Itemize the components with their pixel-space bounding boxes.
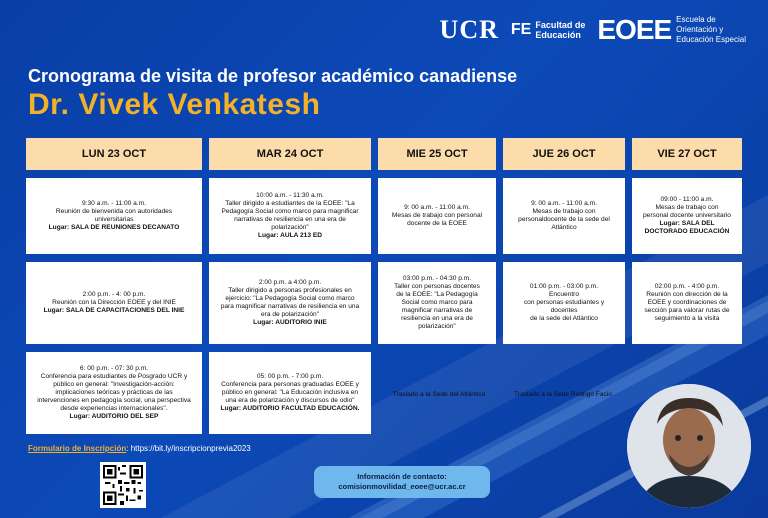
event-line: universitarias xyxy=(94,216,134,223)
page-title: Cronograma de visita de profesor académico canadiense xyxy=(28,66,518,86)
event-cell xyxy=(503,262,625,344)
event-cell xyxy=(378,262,496,344)
eoee-text-3: Educación Especial xyxy=(676,35,746,44)
logo-bar xyxy=(440,14,746,46)
day-header-jue: JUE 26 OCT xyxy=(503,138,625,170)
contact-box xyxy=(314,466,490,498)
event-line: Pedagogía Social como marco para magnificar xyxy=(221,208,359,215)
fe-logo xyxy=(511,20,585,40)
event-cell xyxy=(209,262,371,344)
event-line: personal docente universitario xyxy=(643,212,731,219)
fe-text-1: Facultad de xyxy=(535,20,586,30)
qr-code-icon[interactable] xyxy=(100,462,146,508)
signup-label[interactable]: Formulario de Inscripción xyxy=(28,444,127,453)
event-line: 9: 00 a.m. - 11:00 a.m. xyxy=(531,200,597,207)
eoee-logo xyxy=(597,14,746,46)
event-cell xyxy=(378,178,496,254)
day-header-mar: MAR 24 OCT xyxy=(209,138,371,170)
eoee-text-2: Orientación y xyxy=(676,25,724,34)
event-cell xyxy=(632,262,742,344)
event-location: Lugar: SALA DEL DOCTORADO EDUCACIÓN xyxy=(644,220,730,235)
event-line: docente de la EOEE xyxy=(407,220,467,227)
event-line: Atlántico xyxy=(551,224,577,231)
event-cell xyxy=(26,352,202,434)
event-line: Conferencia para estudiantes de Posgrado UCR y xyxy=(40,373,188,380)
event-line: Mesas de trabajo con xyxy=(655,204,719,211)
event-location: Lugar: SALA DE CAPACITACIONES DEL INIE xyxy=(43,307,185,314)
event-line: una era de polarización y discursos de odio" xyxy=(225,397,355,404)
event-line: 01:00 p.m. - 03:00 p.m. xyxy=(529,283,599,290)
event-line: 10:00 a.m. - 11:30 a.m. xyxy=(256,192,324,199)
day-header-vie: VIE 27 OCT xyxy=(632,138,742,170)
event-cell xyxy=(26,178,202,254)
event-line: 09:00 - 11:00 a.m. xyxy=(660,196,714,203)
event-line: implicaciones teóricas y prácticas de las xyxy=(55,389,173,396)
event-line: Reunión con dirección de la xyxy=(646,291,728,298)
event-location: Lugar: AUDITORIO FACULTAD EDUCACIÓN. xyxy=(220,405,360,412)
speaker-photo xyxy=(627,384,751,508)
event-location: Lugar: AUDITORIO DEL SEP xyxy=(69,413,159,420)
event-location: Lugar: SALA DE REUNIONES DECANATO xyxy=(48,224,180,231)
event-line: Reunión de bienvenida con autoridades xyxy=(55,208,173,215)
event-line: Mesas de trabajo con personal xyxy=(391,212,483,219)
event-cell xyxy=(503,178,625,254)
event-line: docentes xyxy=(550,307,578,314)
event-line: desde experiencias internacionales". xyxy=(60,405,168,412)
event-line: sección para valorar rutas de xyxy=(644,307,730,314)
event-line: polarización" xyxy=(271,224,309,231)
event-line: 05: 00 p.m. - 7:00 p.m. xyxy=(256,373,324,380)
event-line: resiliencia en una era de xyxy=(401,315,473,322)
event-line: de la EOEE: "La Pedagogía xyxy=(396,291,478,298)
fe-text-2: Educación xyxy=(535,30,581,40)
event-cell xyxy=(26,262,202,344)
event-line: 2:00 p.m. - 4: 00 p.m. xyxy=(82,291,146,298)
event-line: polarización" xyxy=(418,323,456,330)
event-line: Social como marco para xyxy=(401,299,473,306)
event-line: público en general: "La Educación inclusiva en xyxy=(221,389,359,396)
event-line: magnificar narrativas de xyxy=(401,307,473,314)
event-line: narrativas de resiliencia en una era de xyxy=(234,216,346,223)
eoee-text-1: Escuela de xyxy=(676,15,716,24)
event-line: 9: 00 a.m. - 11:00 a.m. xyxy=(404,204,470,211)
event-cell xyxy=(209,178,371,254)
event-line: Taller dirigido a personas profesionales en xyxy=(228,287,352,294)
event-line: Encuentro xyxy=(548,291,580,298)
event-line: era de polarización" xyxy=(260,311,320,318)
event-line: Taller dirigido a estudiantes de la EOEE: "La xyxy=(225,200,355,207)
event-line: para magnificar narrativas de resiliencia en una xyxy=(220,303,360,310)
event-location: Lugar: AUDITORIO INIE xyxy=(253,319,327,326)
day-header-lun: LUN 23 OCT xyxy=(26,138,202,170)
event-line: 9:30 a.m. - 11:00 a.m. xyxy=(81,200,146,207)
event-line: intervenciones en pedagogía social, una perspectiva xyxy=(37,397,191,404)
event-line: Conferencia para personas graduadas EOEE y xyxy=(221,381,359,388)
event-line: público en general: "Investigación-acción: xyxy=(53,381,175,388)
event-line: de la sede del Atlántico xyxy=(530,315,598,322)
event-line: 6: 00 p.m. - 07: 30 p.m. xyxy=(79,365,149,372)
event-cell xyxy=(209,352,371,434)
event-cell xyxy=(632,178,742,254)
event-line: Taller con personas docentes xyxy=(394,283,480,290)
signup-line xyxy=(28,444,251,453)
travel-note-jue: Traslado a la Sede Rodrigo Facio xyxy=(514,391,612,398)
event-line: 2:00 p.m. a 4:00 p.m. xyxy=(258,279,322,286)
event-line: ejercicio: "La Pedagogía Social como marco xyxy=(225,295,355,302)
event-line: EOEE y coordinaciones de xyxy=(647,299,727,306)
day-header-mie: MIE 25 OCT xyxy=(378,138,496,170)
fe-mark: FE xyxy=(510,21,532,38)
signup-url[interactable]: : https://bit.ly/inscripcionprevia2023 xyxy=(126,444,251,453)
event-line: personaldocente de la sede del xyxy=(518,216,610,223)
eoee-mark: EOEE xyxy=(597,14,672,45)
event-line: seguimiento a la visita xyxy=(654,315,720,322)
page-subtitle: Dr. Vivek Venkatesh xyxy=(28,88,321,121)
event-line: 03:00 p.m. - 04:30 p.m. xyxy=(402,275,472,282)
contact-label: Información de contacto: xyxy=(357,472,447,481)
travel-note-mie: Traslado a la Sede del Atlántico xyxy=(392,391,486,398)
event-location: Lugar: AULA 213 ED xyxy=(258,232,322,239)
contact-email[interactable]: comisionmovilidad_eoee@ucr.ac.cr xyxy=(338,482,466,491)
event-line: 02:00 p.m. - 4:00 p.m. xyxy=(654,283,720,290)
event-line: con personas estudiantes y xyxy=(523,299,605,306)
event-line: Reunión con la Dirección EOEE y del INIE xyxy=(52,299,176,306)
ucr-logo: UCR xyxy=(439,15,499,44)
event-line: Mesas de trabajo con xyxy=(532,208,596,215)
